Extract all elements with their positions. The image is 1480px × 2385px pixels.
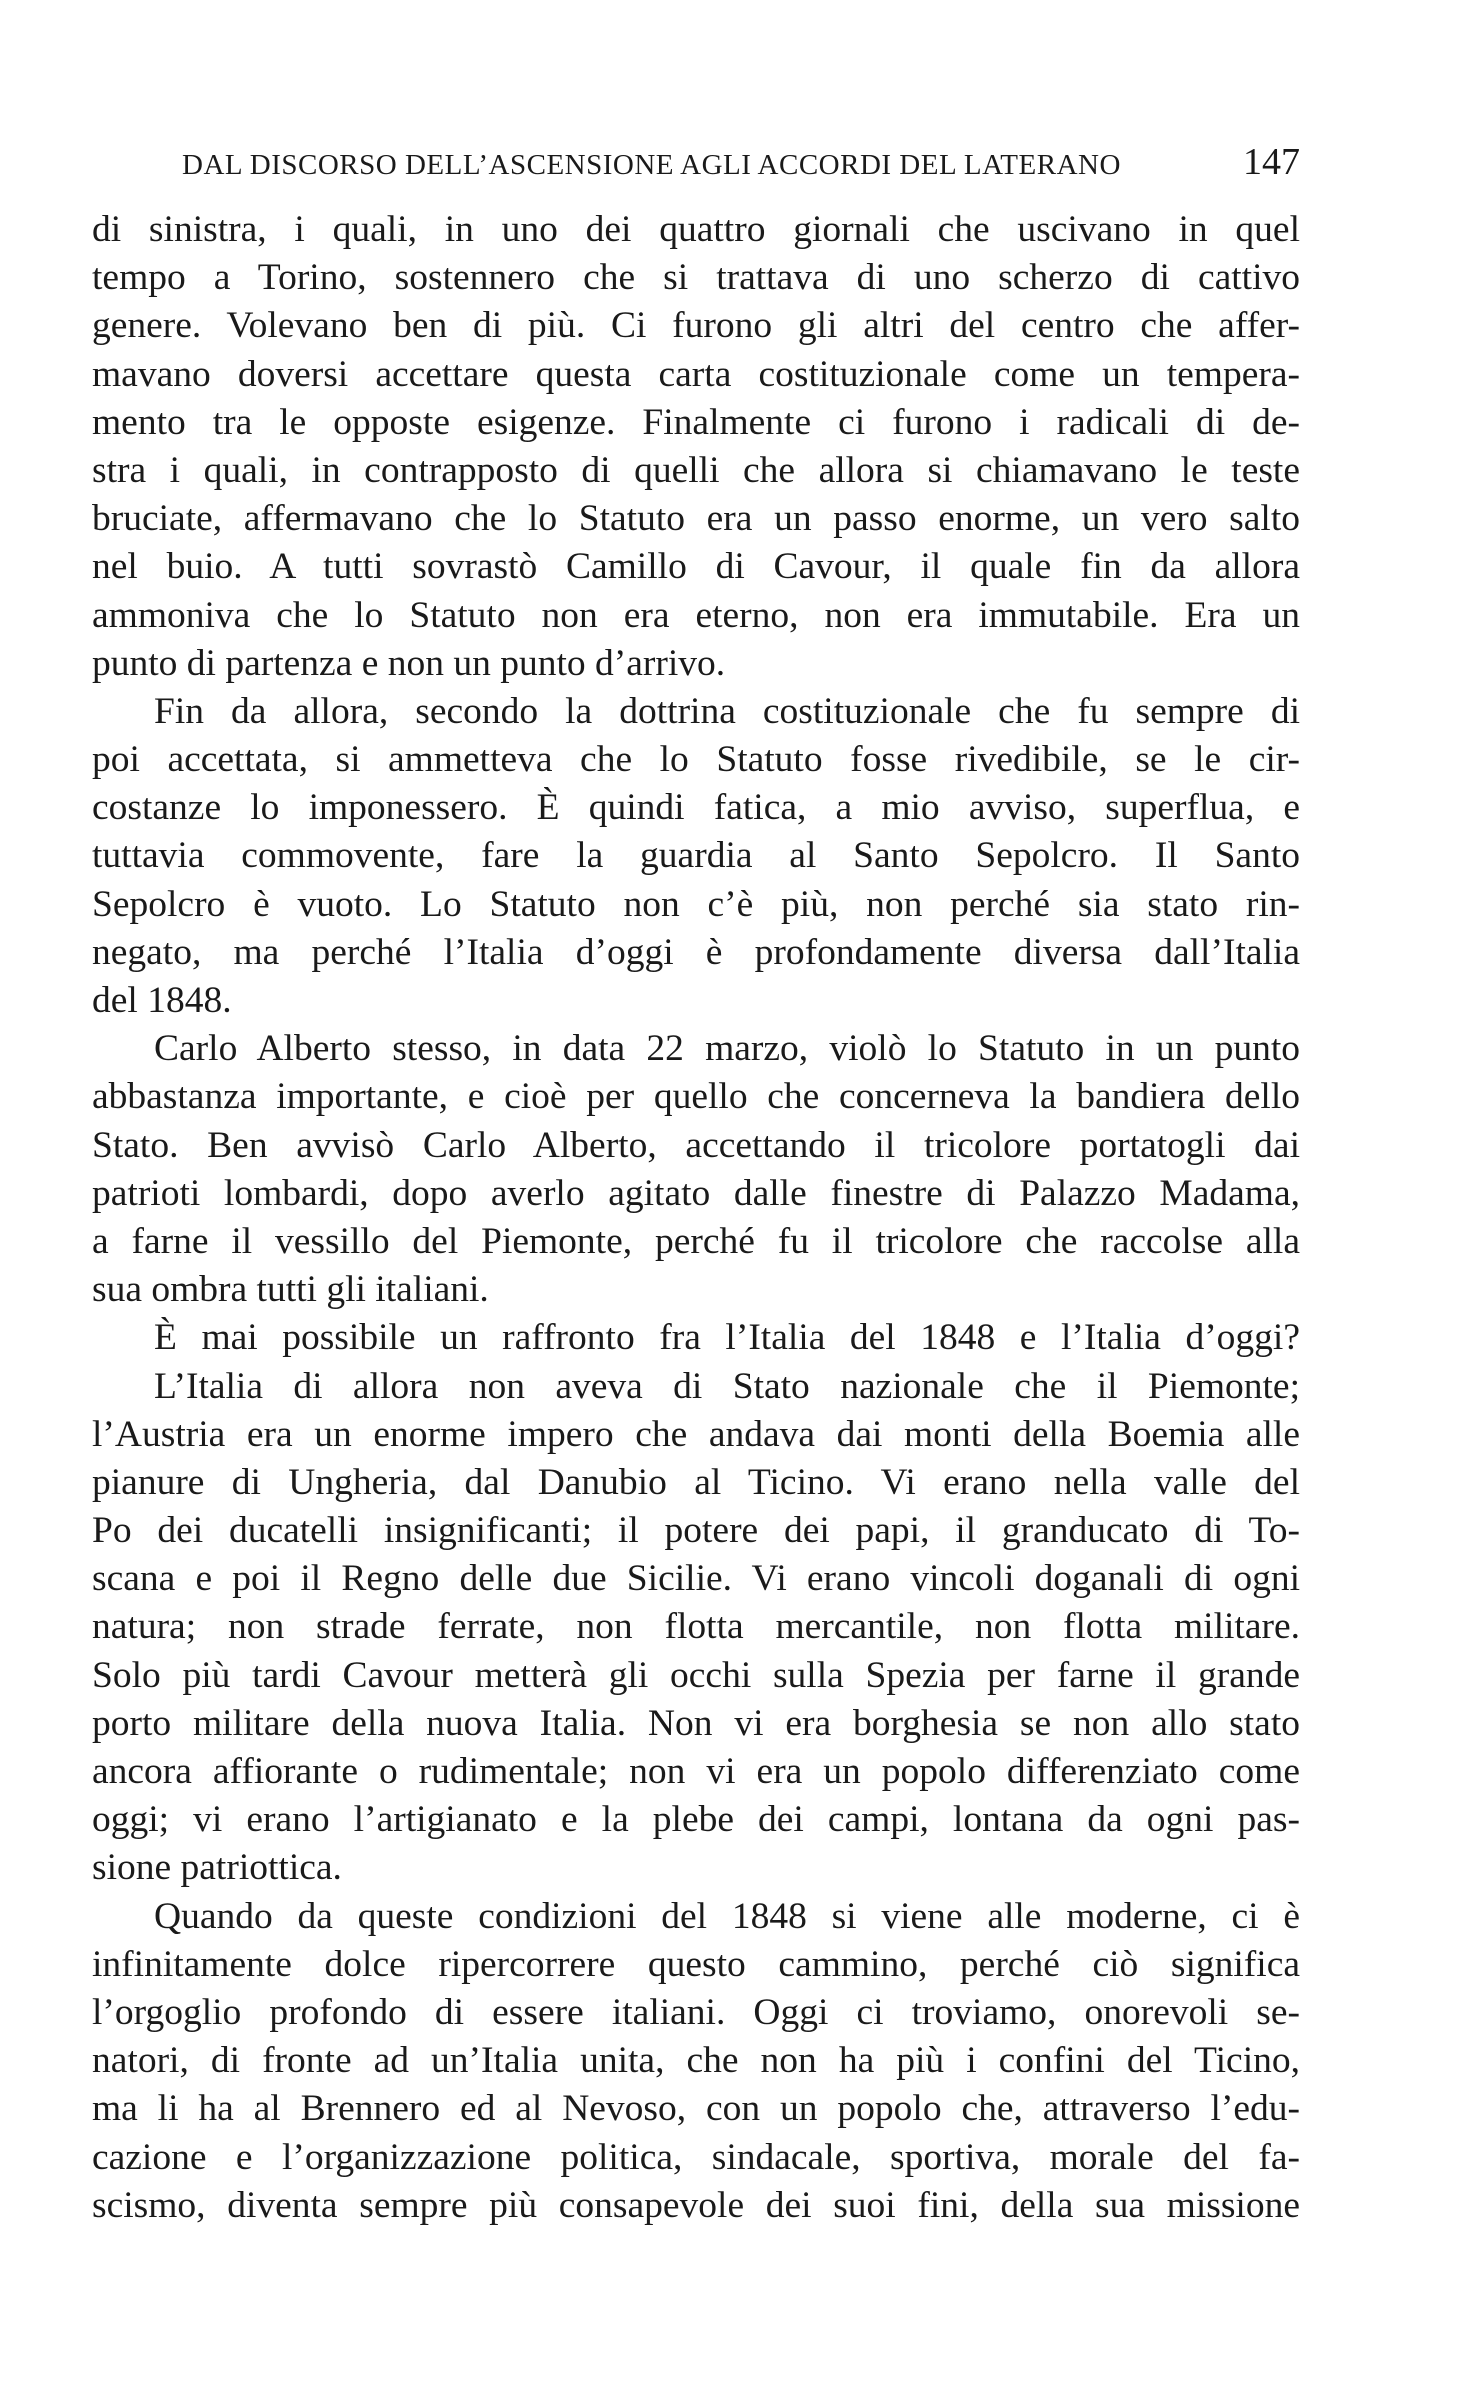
page-number: 147 — [1243, 141, 1300, 183]
text-line: È mai possibile un raffronto fra l’Italia del 1848 e l’Italia d’oggi? — [154, 1317, 1300, 1359]
text-line: sione patriottica. — [92, 1847, 342, 1889]
page-header — [182, 140, 1300, 192]
text-line: poi accettata, si ammetteva che lo Statuto fosse rivedibile, se le cir- — [92, 739, 1300, 781]
text-line: tempo a Torino, sostennero che si trattava di uno scherzo di cattivo — [92, 257, 1300, 299]
text-line: scismo, diventa sempre più consapevole dei suoi fini, della sua missione — [92, 2184, 1300, 2226]
text-line: natori, di fronte ad un’Italia unita, che non ha più i confini del Ticino, — [92, 2040, 1300, 2082]
text-line: cazione e l’organizzazione politica, sindacale, sportiva, morale del fa- — [92, 2136, 1300, 2178]
body-text — [92, 206, 1300, 2230]
text-line: oggi; vi erano l’artigianato e la plebe dei campi, lontana da ogni pas- — [92, 1799, 1300, 1841]
text-line: ma li ha al Brennero ed al Nevoso, con un popolo che, attraverso l’edu- — [92, 2088, 1300, 2130]
text-line: Sepolcro è vuoto. Lo Statuto non c’è più, non perché sia stato rin- — [92, 883, 1300, 925]
text-line: ancora affiorante o rudimentale; non vi era un popolo differenziato come — [92, 1751, 1300, 1792]
text-line: del 1848. — [92, 980, 232, 1021]
text-line: porto militare della nuova Italia. Non vi era borghesia se non allo stato — [92, 1702, 1300, 1744]
text-line: abbastanza importante, e cioè per quello che concerneva la bandiera dello — [92, 1076, 1300, 1118]
text-line: pianure di Ungheria, dal Danubio al Ticino. Vi erano nella valle del — [92, 1461, 1300, 1503]
text-line: L’Italia di allora non aveva di Stato nazionale che il Piemonte; — [154, 1365, 1300, 1407]
running-title: DAL DISCORSO DELL’ASCENSIONE AGLI ACCORDI DEL LATERANO — [182, 149, 1121, 181]
text-line: genere. Volevano ben di più. Ci furono gli altri del centro che affer- — [92, 305, 1300, 347]
text-line: bruciate, affermavano che lo Statuto era un passo enorme, un vero salto — [92, 498, 1300, 540]
text-line: mavano doversi accettare questa carta costituzionale come un tempera- — [92, 353, 1300, 395]
text-line: costanze lo imponessero. È quindi fatica, a mio avviso, superflua, e — [92, 787, 1300, 829]
text-line: patrioti lombardi, dopo averlo agitato dalle finestre di Palazzo Madama, — [92, 1172, 1300, 1214]
text-line: l’Austria era un enorme impero che andava dai monti della Boemia alle — [92, 1413, 1300, 1455]
text-line: negato, ma perché l’Italia d’oggi è profondamente diversa dall’Italia — [92, 931, 1300, 973]
text-line: Fin da allora, secondo la dottrina costituzionale che fu sempre di — [154, 690, 1300, 732]
text-line: Stato. Ben avvisò Carlo Alberto, accettando il tricolore portatogli dai — [92, 1124, 1300, 1166]
text-line: Carlo Alberto stesso, in data 22 marzo, violò lo Statuto in un punto — [154, 1028, 1300, 1070]
text-line: Quando da queste condizioni del 1848 si viene alle moderne, ci è — [154, 1895, 1300, 1937]
text-line: scana e poi il Regno delle due Sicilie. Vi erano vincoli doganali di ogni — [92, 1558, 1300, 1600]
text-line: natura; non strade ferrate, non flotta mercantile, non flotta militare. — [92, 1606, 1300, 1648]
text-line: tuttavia commovente, fare la guardia al Santo Sepolcro. Il Santo — [92, 835, 1300, 877]
text-line: punto di partenza e non un punto d’arrivo. — [92, 642, 726, 684]
text-line: Po dei ducatelli insignificanti; il potere dei papi, il granducato di To- — [92, 1510, 1300, 1552]
text-line: di sinistra, i quali, in uno dei quattro giornali che uscivano in quel — [92, 209, 1300, 250]
text-line: l’orgoglio profondo di essere italiani. Oggi ci troviamo, onorevoli se- — [92, 1991, 1300, 2033]
text-line: nel buio. A tutti sovrastò Camillo di Cavour, il quale fin da allora — [92, 546, 1300, 588]
text-line: ammoniva che lo Statuto non era eterno, non era immutabile. Era un — [92, 594, 1300, 636]
text-line: infinitamente dolce ripercorrere questo cammino, perché ciò significa — [92, 1943, 1300, 1985]
text-line: a farne il vessillo del Piemonte, perché fu il tricolore che raccolse alla — [92, 1220, 1300, 1262]
text-line: stra i quali, in contrapposto di quelli che allora si chiamavano le teste — [92, 449, 1300, 491]
text-line: sua ombra tutti gli italiani. — [92, 1269, 489, 1311]
text-line: Solo più tardi Cavour metterà gli occhi sulla Spezia per farne il grande — [92, 1654, 1300, 1696]
text-line: mento tra le opposte esigenze. Finalmente ci furono i radicali di de- — [92, 401, 1300, 443]
